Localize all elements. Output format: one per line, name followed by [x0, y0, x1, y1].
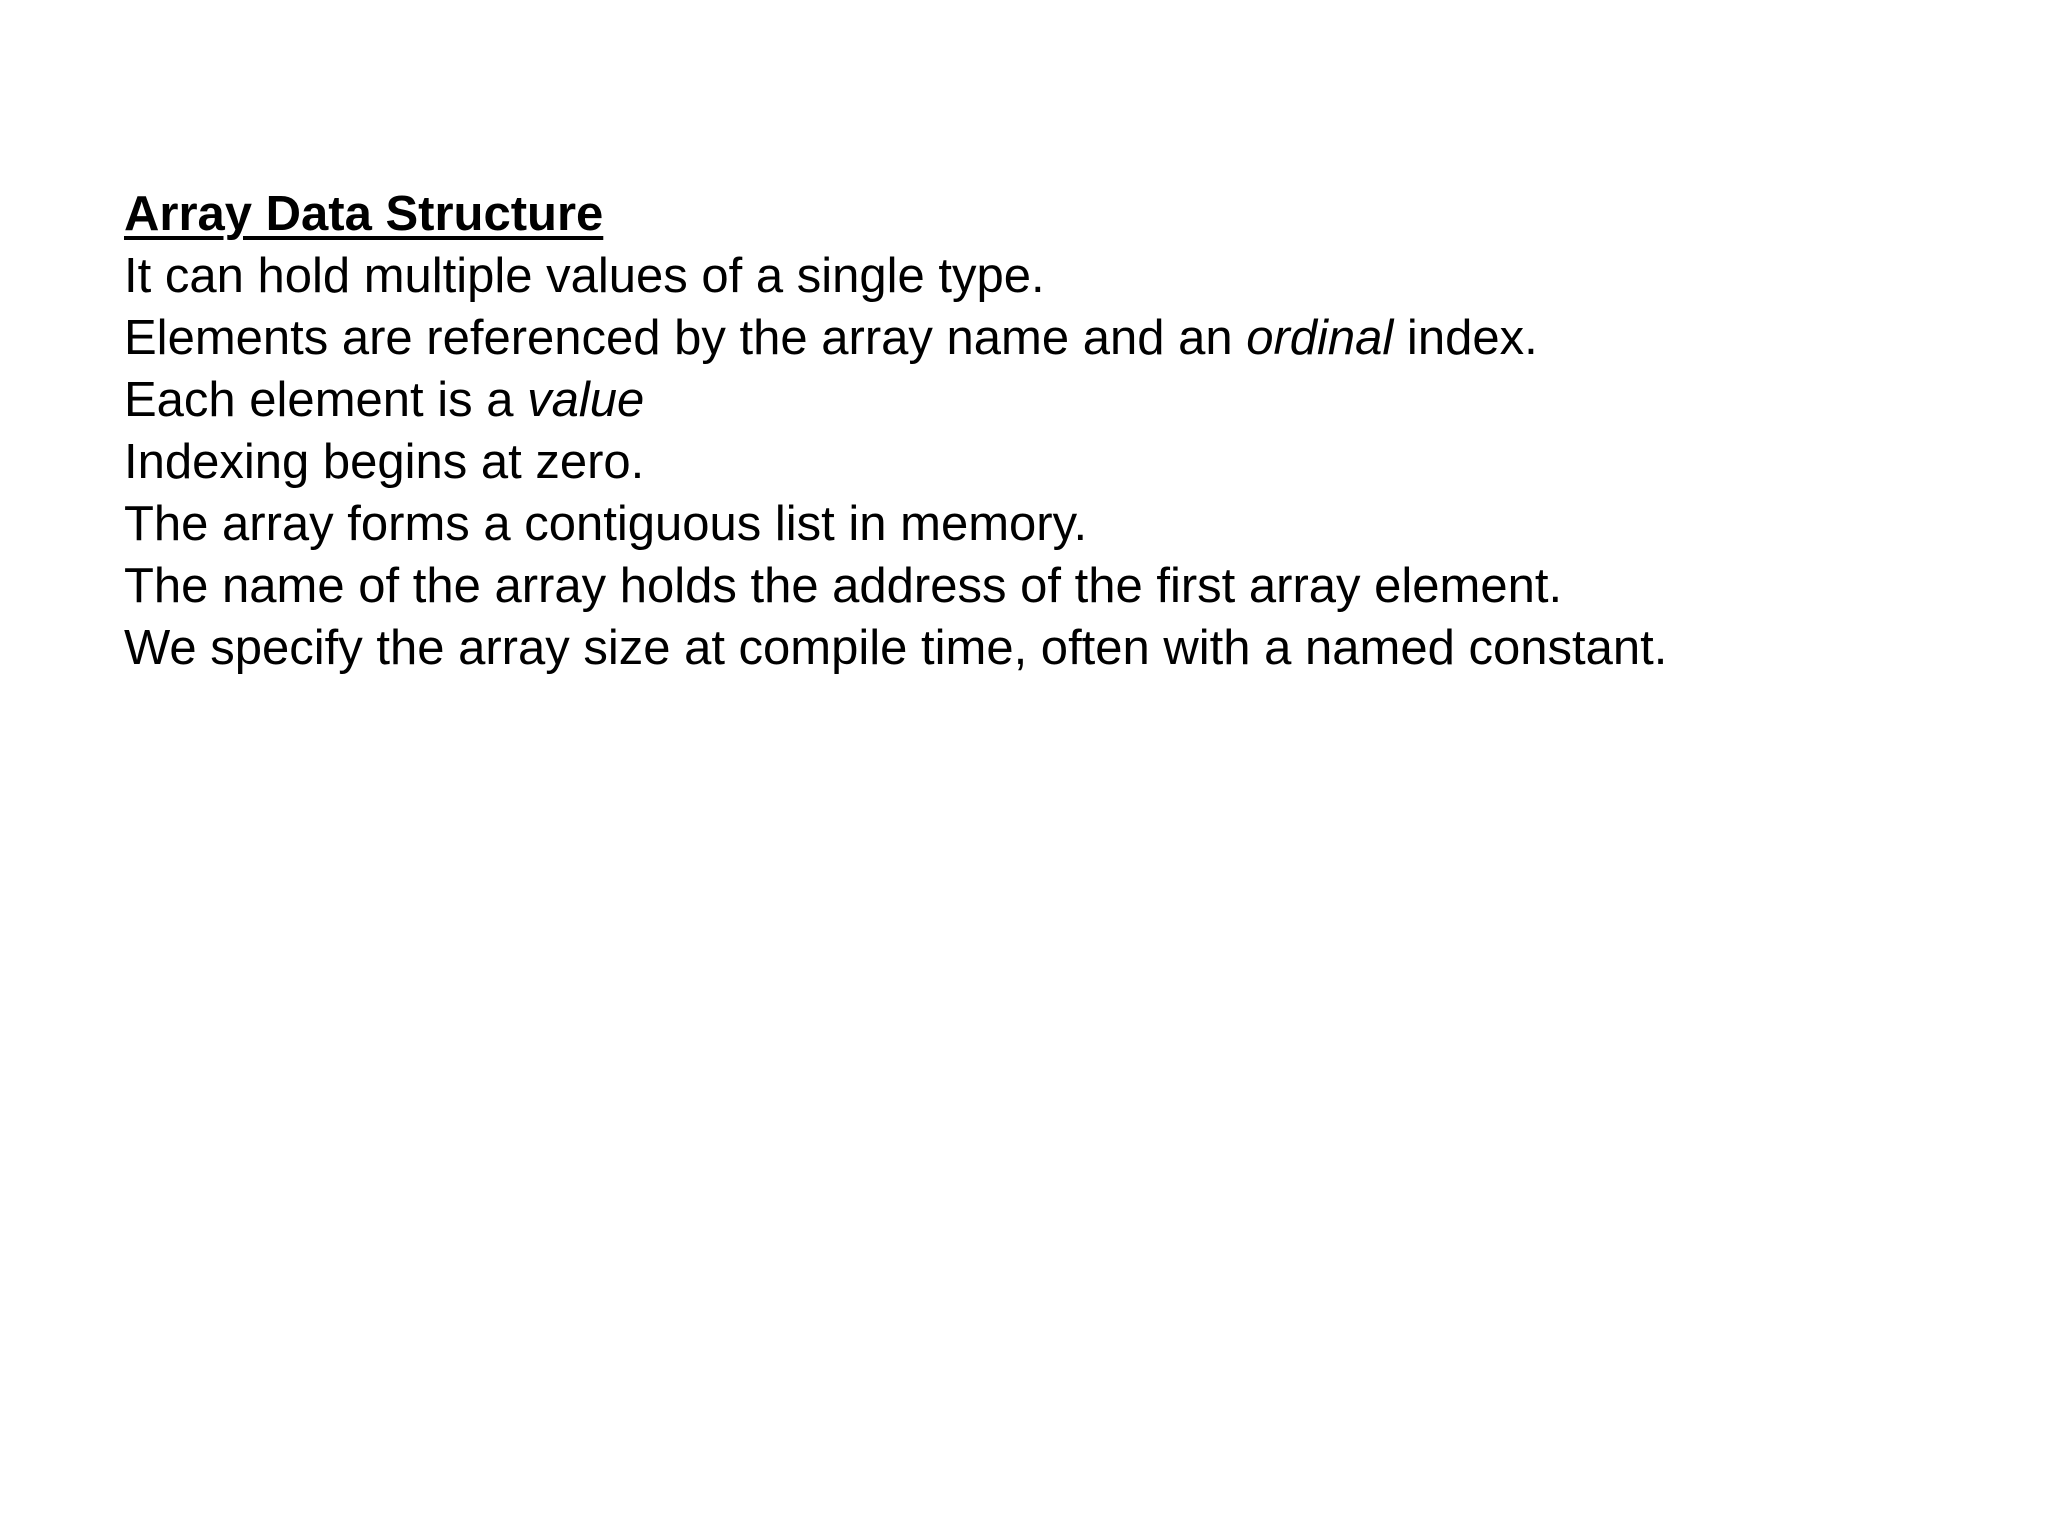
- text-line-4-text: Indexing begins at zero.: [124, 435, 645, 489]
- text-line-6: [124, 555, 2004, 617]
- text-line-3: [124, 369, 2004, 431]
- text-line-3-before: Each element is a: [124, 373, 528, 427]
- text-line-4: [124, 431, 2004, 493]
- text-line-2-after: index.: [1393, 311, 1538, 365]
- text-line-2-before: Elements are referenced by the array name and an: [124, 311, 1247, 365]
- slide-title: Array Data Structure: [124, 187, 604, 241]
- text-line-5-text: The array forms a contiguous list in memory.: [124, 497, 1088, 551]
- text-line-7-text: We specify the array size at compile time, often with a named constant.: [124, 621, 1668, 675]
- text-line-6-text: The name of the array holds the address of the first array element.: [124, 559, 1563, 613]
- text-line-2: [124, 307, 2004, 369]
- text-line-3-emphasis: value: [527, 373, 645, 427]
- text-line-1-text: It can hold multiple values of a single type.: [124, 249, 1045, 303]
- text-line-1: [124, 245, 2004, 307]
- text-line-7: [124, 617, 2004, 679]
- slide-content: [124, 183, 2004, 679]
- text-line-5: [124, 493, 2004, 555]
- text-line-2-emphasis: ordinal: [1246, 311, 1394, 365]
